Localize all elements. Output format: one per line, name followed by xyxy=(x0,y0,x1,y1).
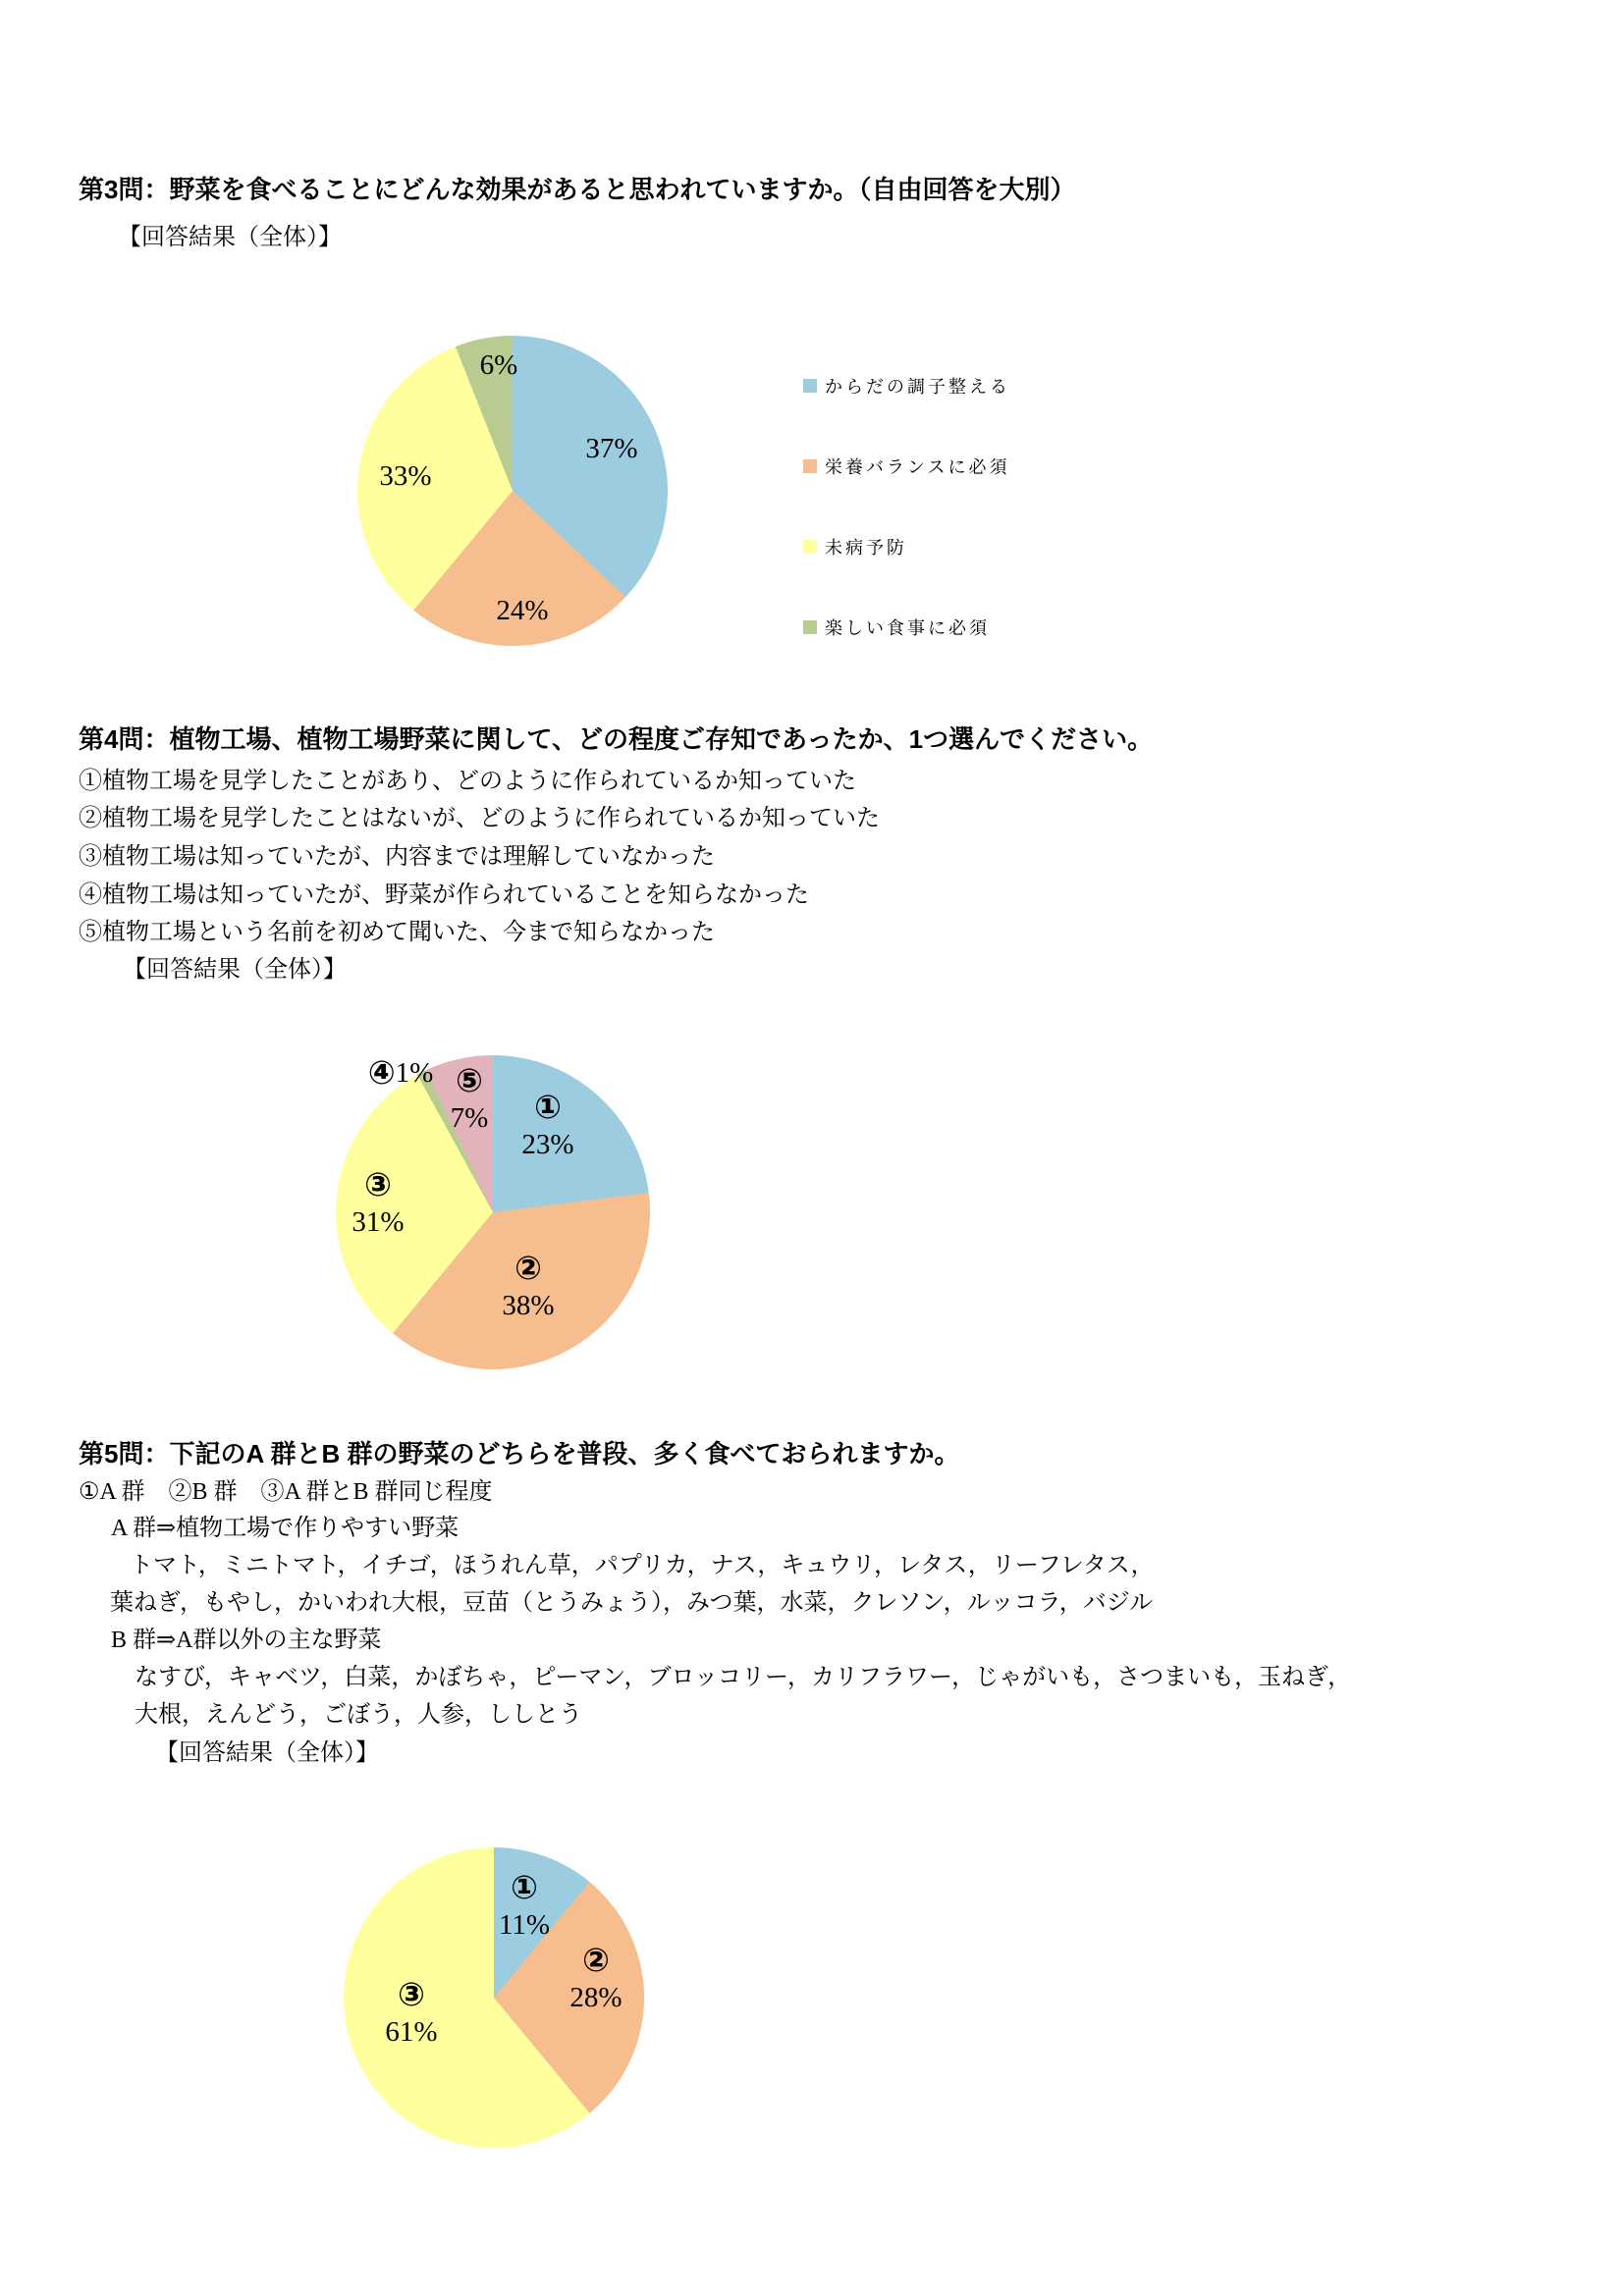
q5-group-b-items-line2: 大根，えんどう，ごぼう，人参，ししとう xyxy=(135,1702,582,1728)
q4-option-4: ④植物工場は知っていたが、野菜が作られていることを知らなかった xyxy=(79,882,809,908)
legend-label: 栄養バランスに必須 xyxy=(825,457,1010,477)
slice-label: ⑤ 7% xyxy=(450,1061,489,1134)
slice-label: 37% xyxy=(585,433,638,464)
legend-label: からだの調子整える xyxy=(825,377,1010,397)
slice-label: 6% xyxy=(479,349,518,381)
q3-result-label: 【回答結果（全体）】 xyxy=(118,225,342,250)
slice-label: ① 23% xyxy=(521,1088,574,1160)
slice-label: ④1% xyxy=(367,1053,434,1092)
q3-legend xyxy=(803,373,1117,648)
slice-label: ③ 31% xyxy=(352,1165,405,1238)
q4-title: 第4問：植物工場、植物工場野菜に関して、どの程度ご存知であったか、1つ選んでください。 xyxy=(79,724,1154,754)
q5-group-b-items-line1: なすび，キャベツ，白菜，かぼちゃ，ピーマン，ブロッコリー，カリフラワー，じゃがいも，さつまいも，玉ねぎ， xyxy=(135,1665,1352,1690)
legend-item xyxy=(803,534,907,560)
slice-label: ① 11% xyxy=(498,1868,551,1941)
q5-group-b-header: B 群⇒A群以外の主な野菜 xyxy=(111,1628,382,1653)
q4-option-3: ③植物工場は知っていたが、内容までは理解していなかった xyxy=(79,844,715,870)
legend-swatch xyxy=(803,620,817,634)
legend-label: 未病予防 xyxy=(825,538,907,558)
legend-item xyxy=(803,373,1010,399)
slice-label: 33% xyxy=(379,460,432,492)
legend-item xyxy=(803,454,1009,479)
q4-option-5: ⑤植物工場という名前を初めて聞いた、今まで知らなかった xyxy=(79,920,715,945)
legend-item xyxy=(803,614,990,640)
legend-swatch xyxy=(803,540,817,554)
q5-pie-chart xyxy=(344,1847,644,2148)
q5-options-line: ①A 群 ②B 群 ③A 群とB 群同じ程度 xyxy=(79,1479,493,1505)
slice-label: 24% xyxy=(496,595,549,626)
legend-swatch xyxy=(803,459,817,473)
slice-label: ② 38% xyxy=(502,1249,555,1321)
q3-pie-chart xyxy=(357,336,668,646)
slice-label: ② 28% xyxy=(569,1941,623,2013)
q5-title: 第5問：下記のA 群とB 群の野菜のどちらを普段、多く食べておられますか。 xyxy=(79,1439,960,1468)
q4-option-2: ②植物工場を見学したことはないが、どのように作られているか知っていた xyxy=(79,806,880,831)
slice-label: ③ 61% xyxy=(385,1975,438,2048)
legend-label: 楽しい食事に必須 xyxy=(825,618,990,638)
q5-group-a-items-line1: トマト，ミニトマト，イチゴ，ほうれん草，パプリカ，ナス，キュウリ，レタス，リーフレタス， xyxy=(130,1553,1155,1578)
q3-title: 第3問：野菜を食べることにどんな効果があると思われていますか。（自由回答を大別） xyxy=(79,175,1076,204)
q4-pie-chart xyxy=(336,1055,650,1369)
legend-swatch xyxy=(803,379,817,393)
q4-option-1: ①植物工場を見学したことがあり、どのように作られているか知っていた xyxy=(79,769,856,794)
q4-result-label: 【回答結果（全体）】 xyxy=(123,957,347,983)
q5-group-a-header: A 群⇒植物工場で作りやすい野菜 xyxy=(111,1516,460,1541)
q5-group-a-items-line2: 葉ねぎ，もやし，かいわれ大根，豆苗（とうみょう），みつ葉，水菜，クレソン，ルッコラ，バジル xyxy=(110,1590,1154,1616)
q5-result-label: 【回答結果（全体）】 xyxy=(155,1740,379,1766)
